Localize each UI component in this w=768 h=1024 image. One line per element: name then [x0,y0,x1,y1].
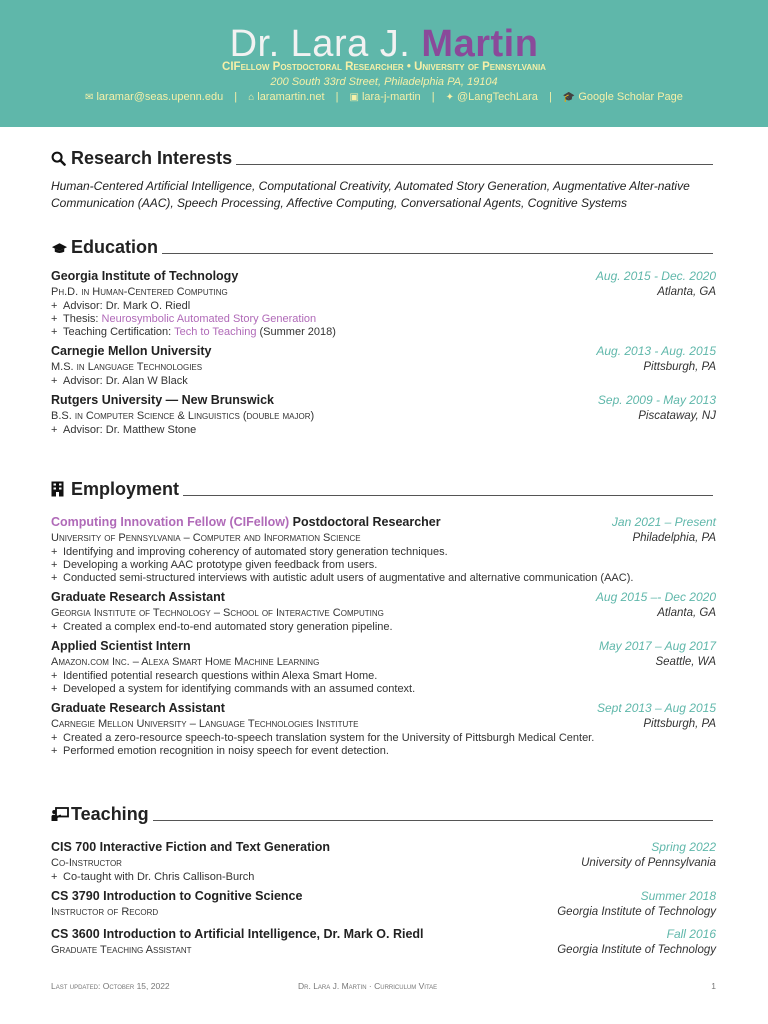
date-range: Jan 2021 – Present [611,515,716,529]
date-range: Spring 2022 [651,840,716,854]
list-item: + Thesis: Neurosymbolic Automated Story Generation [51,313,716,326]
list-item: + Performed emotion recognition in noisy speech for event detection. [51,745,716,758]
department: Amazon.com Inc. – Alexa Smart Home Machine Learning [51,656,320,668]
list-item: + Developing a working AAC prototype given feedback from users. [51,559,716,572]
date-range: Aug. 2015 - Dec. 2020 [595,269,716,283]
degree: B.S. in Computer Science & Linguistics (double major) [51,410,315,422]
teaching-section [51,801,716,958]
date-range: Summer 2018 [640,889,716,903]
job-title: Applied Scientist Intern [51,639,191,653]
job-title: Computing Innovation Fellow (CIFellow) Postdoctoral Researcher [51,515,441,529]
address-line: 200 South 33rd Street, Philadelphia PA, 19104 [270,76,498,88]
education-entry [51,268,716,339]
location: Georgia Institute of Technology [557,944,716,956]
thesis-link[interactable]: Neurosymbolic Automated Story Generation [101,313,317,325]
department: University of Pennsylvania – Computer and Information Science [51,532,361,544]
detail-list [51,621,716,634]
section-divider [236,164,713,165]
fellowship-link[interactable]: Computing Innovation Fellow (CIFellow) [51,515,290,529]
separator: | [335,91,339,103]
list-item: + Developed a system for identifying commands with an assumed context. [51,683,716,696]
institution-name: Rutgers University — New Brunswick [51,393,274,407]
contact-website-link[interactable]: ⌂ laramartin.net [248,91,325,103]
detail-list [51,732,716,758]
list-item: + Advisor: Dr. Alan W Black [51,375,716,388]
section-heading [51,476,716,500]
date-range: Aug. 2013 - Aug. 2015 [596,344,716,358]
chalkboard-teacher-icon [51,807,69,825]
course-title: CS 3790 Introduction to Cognitive Science [51,889,303,903]
date-range: Fall 2016 [666,927,716,941]
job-title: Graduate Research Assistant [51,590,225,604]
contact-links [0,90,768,105]
envelope-icon: ✉ [85,92,94,103]
research-interests-section [51,145,716,212]
page-number: 1 [711,981,716,991]
detail-list [51,546,716,585]
institution-name: Georgia Institute of Technology [51,269,239,283]
degree: M.S. in Language Technologies [51,361,203,373]
list-item: + Advisor: Dr. Mark O. Riedl [51,300,716,313]
section-divider [153,820,713,821]
education-section [51,234,716,437]
role: Co-Instructor [51,857,122,869]
section-divider [162,253,713,254]
teaching-entry [51,839,716,884]
position-line: CIFellow Postdoctoral Researcher • University of Pennsylvania [222,61,546,73]
location: Atlanta, GA [657,286,716,298]
teaching-entry [51,926,716,958]
list-item: + Teaching Certification: Tech to Teaching (Summer 2018) [51,326,716,339]
detail-list [51,375,716,388]
cv-header [0,0,768,127]
job-title: Graduate Research Assistant [51,701,225,715]
teaching-entry [51,888,716,920]
list-item: + Advisor: Dr. Matthew Stone [51,424,716,437]
section-title: Education [71,237,159,257]
date-range: May 2017 – Aug 2017 [599,639,716,653]
detail-list [51,871,716,884]
location: Georgia Institute of Technology [557,906,716,918]
linkedin-icon: ▣ [349,92,359,103]
first-name: Dr. Lara J. [229,23,411,65]
footer-title: Dr. Lara J. Martin · Curriculum Vitae [298,981,438,991]
contact-linkedin-link[interactable]: ▣ lara-j-martin [349,91,421,103]
education-entry [51,343,716,388]
section-heading [51,801,716,825]
degree: Ph.D. in Human-Centered Computing [51,286,228,298]
contact-scholar-link[interactable]: 🎓 Google Scholar Page [562,91,683,103]
department: Georgia Institute of Technology – School of Interactive Computing [51,607,384,619]
list-item: + Identifying and improving coherency of automated story generation techniques. [51,546,716,559]
section-title: Employment [71,479,180,499]
last-name: Martin [421,23,539,65]
date-range: Sept 2013 – Aug 2015 [597,701,716,715]
separator: | [234,91,238,103]
contact-twitter-link[interactable]: ✦ @LangTechLara [445,91,538,103]
list-item: + Created a zero-resource speech-to-speech translation system for the University of Pittsburgh Medical Center. [51,732,716,745]
detail-list [51,300,716,339]
search-icon [51,151,69,169]
location: Philadelphia, PA [632,532,716,544]
section-title: Research Interests [71,148,233,168]
course-title: CIS 700 Interactive Fiction and Text Generation [51,840,331,854]
date-range: Aug 2015 –- Dec 2020 [595,590,716,604]
list-item: + Conducted semi-structured interviews with autistic adult users of augmentative and alternative communication (AAC). [51,572,716,585]
list-item: + Created a complex end-to-end automated story generation pipeline. [51,621,716,634]
section-heading [51,234,716,258]
location: Pittsburgh, PA [643,361,716,373]
role: Graduate Teaching Assistant [51,944,192,956]
education-entry [51,392,716,437]
employment-entry [51,514,716,585]
separator: | [548,91,552,103]
list-item: + Identified potential research questions within Alexa Smart Home. [51,670,716,683]
location: Atlanta, GA [657,607,716,619]
section-divider [183,495,713,496]
employment-entry [51,700,716,758]
employment-section [51,476,716,758]
location: Piscataway, NJ [638,410,716,422]
certification-link[interactable]: Tech to Teaching [174,326,257,338]
separator: | [431,91,435,103]
department: Carnegie Mellon University – Language Technologies Institute [51,718,359,730]
contact-email-link[interactable]: ✉ laramar@seas.upenn.edu [85,91,224,103]
location: University of Pennsylvania [581,857,716,869]
graduation-cap-icon: 🎓 [562,92,576,103]
employment-entry [51,589,716,634]
role: Instructor of Record [51,906,159,918]
page-footer [51,981,716,991]
course-title: CS 3600 Introduction to Artificial Intelligence, Dr. Mark O. Riedl [51,927,424,941]
section-heading [51,145,716,169]
detail-list [51,424,716,437]
institution-name: Carnegie Mellon University [51,344,212,358]
employment-entry [51,638,716,696]
twitter-icon: ✦ [445,92,455,103]
location: Seattle, WA [655,656,716,668]
section-title: Teaching [71,804,149,824]
location: Pittsburgh, PA [643,718,716,730]
interests-text: Human-Centered Artificial Intelligence, Computational Creativity, Automated Story Generation, Augmentative Alter-native Communication (AAC), Speech Processing, Affective Computing, Conversational Agents, Cognitive Systems [51,179,690,210]
building-icon [51,481,69,500]
last-updated: Last updated: October 15, 2022 [51,981,170,991]
date-range: Sep. 2009 - May 2013 [597,393,716,407]
graduation-cap-icon [51,242,69,258]
list-item: + Co-taught with Dr. Chris Callison-Burch [51,871,716,884]
detail-list [51,670,716,696]
home-icon: ⌂ [248,92,255,103]
